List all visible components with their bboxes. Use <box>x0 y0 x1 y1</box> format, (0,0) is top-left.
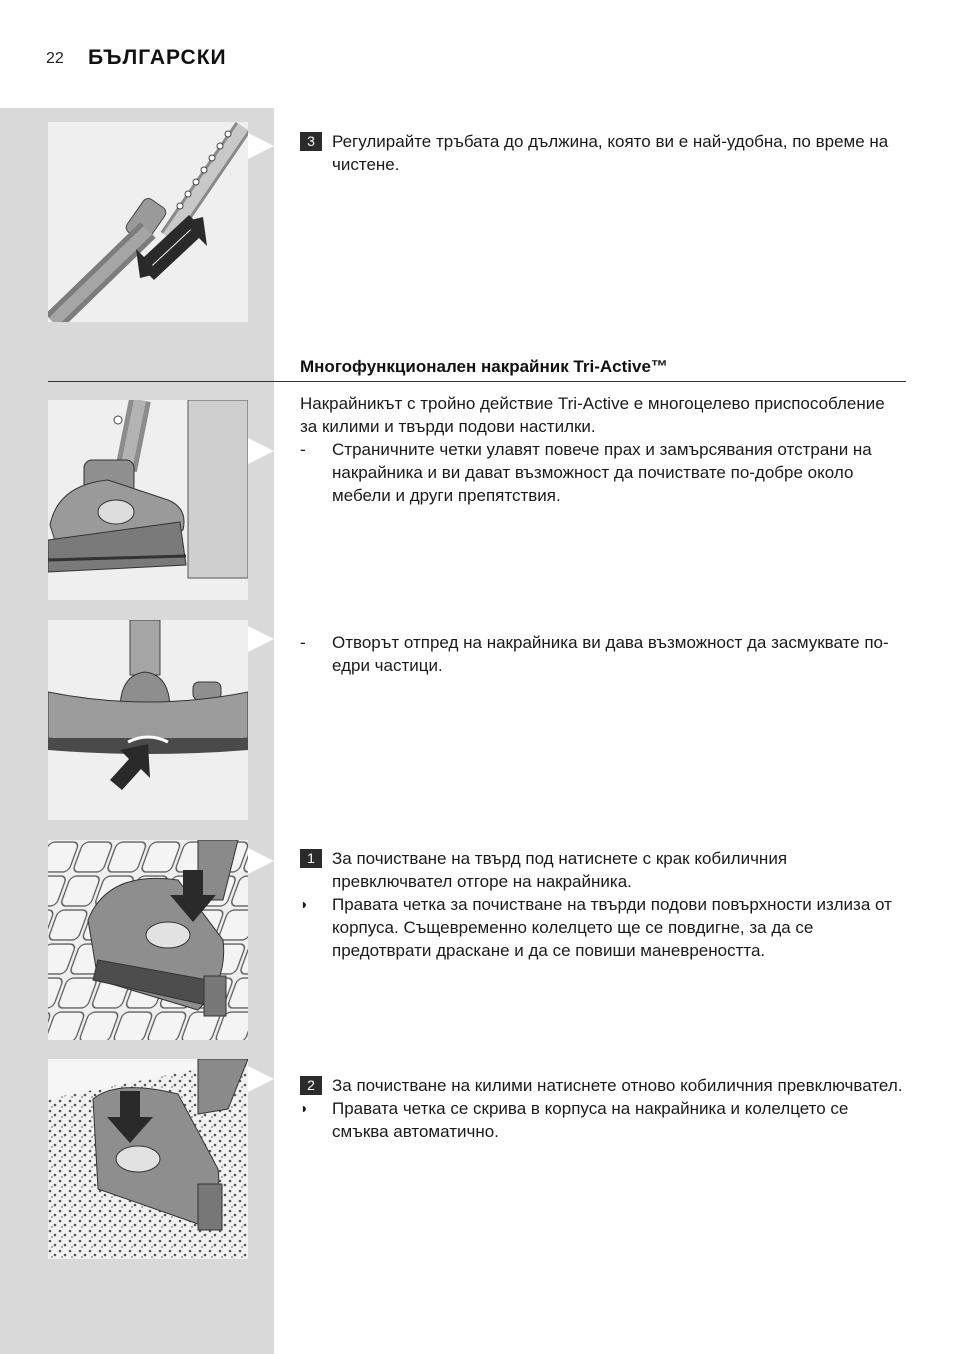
result-marker: ◗ <box>300 896 309 912</box>
illustration-pointer <box>248 626 274 652</box>
illustration-pointer <box>248 848 274 874</box>
bullet-front-opening <box>300 631 906 677</box>
front-opening-illustration <box>48 620 248 820</box>
step-carpet <box>300 1074 906 1143</box>
illustration-pointer <box>248 438 274 464</box>
section-heading: Многофункционален накрайник Tri-Active™ <box>300 357 668 376</box>
step-text: За почистване на твърд под натиснете с крак кобиличния превключвател отгоре на накрайника. <box>332 849 788 891</box>
step-text: Регулирайте тръбата до дължина, която ви е най-удобна, по време на чистене. <box>332 132 889 174</box>
illustration-pointer <box>248 133 274 159</box>
bullet-text: Отворът отпред на накрайника ви дава възможност да засмуквате по-едри частици. <box>332 633 889 675</box>
result-text: Правата четка за почистване на твърди подови повърхности излиза от корпуса. Същевременно колелцето ще се повдигне, за да се предотврати драскане и да се повиши маневреността. <box>332 895 892 960</box>
step-hard-floor <box>300 847 906 962</box>
page-number: 22 <box>46 50 64 67</box>
side-brushes-illustration <box>48 400 248 600</box>
bullet-dash: - <box>300 633 306 652</box>
bullet-text: Страничните четки улавят повече прах и замърсявания отстрани на накрайника и ви дават възможност да почиствате по-добре около мебели и други препятствия. <box>332 440 872 505</box>
step-text: За почистване на килими натиснете отново кобиличния превключвател. <box>332 1076 903 1095</box>
step-number-badge: 1 <box>300 849 322 868</box>
step-number-badge: 3 <box>300 132 322 151</box>
result-marker: ◗ <box>300 1100 309 1116</box>
hard-floor-illustration <box>48 840 248 1040</box>
tube-adjust-illustration <box>48 122 248 322</box>
intro-block <box>300 392 906 507</box>
bullet-side-brushes <box>300 438 906 507</box>
carpet-illustration <box>48 1059 248 1259</box>
illustration-pointer <box>248 1066 274 1092</box>
result-text: Правата четка се скрива в корпуса на накрайника и колелцето се смъква автоматично. <box>332 1099 849 1141</box>
page-language-title: БЪЛГАРСКИ <box>88 46 227 69</box>
bullet-dash: - <box>300 440 306 459</box>
step-number-badge: 2 <box>300 1076 322 1095</box>
section-divider <box>48 381 906 382</box>
step-adjust <box>300 130 906 176</box>
intro-text: Накрайникът с тройно действие Tri-Active е многоцелево приспособление за килими и твърди подови настилки. <box>300 394 885 436</box>
